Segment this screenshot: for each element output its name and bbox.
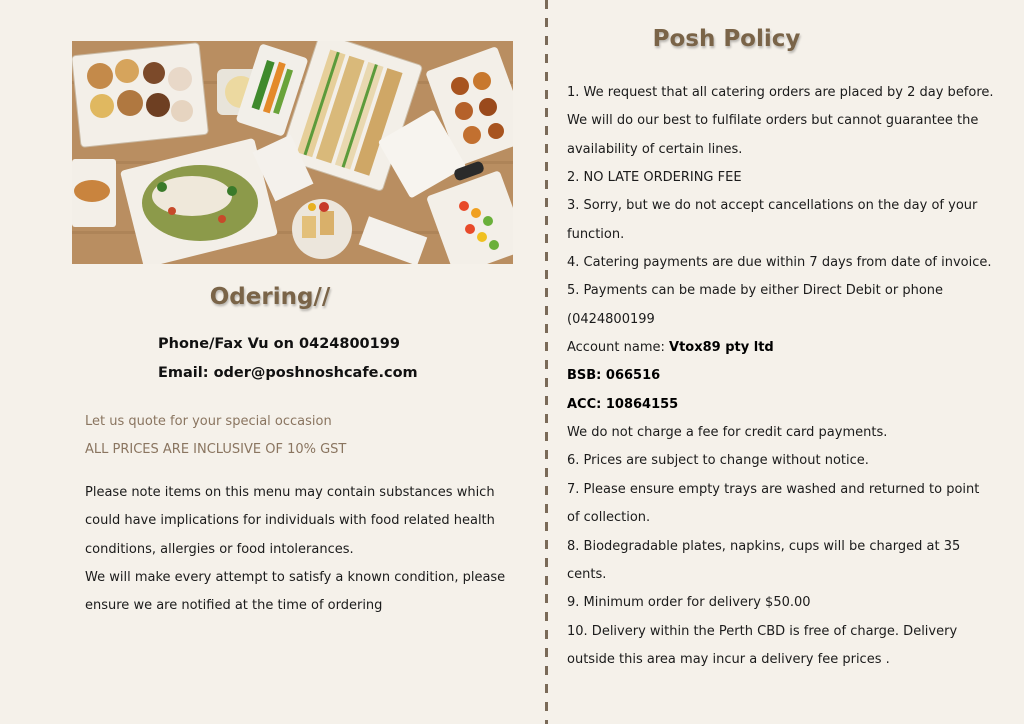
policy-item-10: 10. Delivery within the Perth CBD is free of charge. Delivery outside this area may incur a delivery fee prices . <box>567 623 958 667</box>
account-name-label: Account name: <box>567 340 670 356</box>
allergy-notice-paragraph-2: We will make every attempt to satisfy a known condition, please ensure we are notified at the time of ordering <box>85 569 506 614</box>
account-number <box>567 391 995 419</box>
policy-item-7: 7. Please ensure empty trays are washed and returned to point of collection. <box>567 481 980 526</box>
allergy-notice-paragraph-1: Please note items on this menu may contain substances which could have implications for individuals with food related health conditions, allergies or food intolerances. <box>85 485 495 557</box>
catering-platters-photo <box>72 41 513 264</box>
credit-card-note: We do not charge a fee for credit card payments. <box>567 425 888 441</box>
policy-item-2: 2. NO LATE ORDERING FEE <box>567 170 742 186</box>
policy-heading: Posh Policy <box>652 26 801 52</box>
bsb-number-value: BSB: 066516 <box>567 368 661 384</box>
policy-item-4: 4. Catering payments are due within 7 days from date of invoice. <box>567 255 992 271</box>
bsb-number <box>567 362 995 390</box>
policy-item-9: 9. Minimum order for delivery $50.00 <box>567 595 811 611</box>
policy-item-8: 8. Biodegradable plates, napkins, cups will be charged at 35 cents. <box>567 538 961 582</box>
allergy-notice <box>85 479 525 620</box>
account-number-value: ACC: 10864155 <box>567 396 679 412</box>
account-name <box>567 334 995 362</box>
gst-note: ALL PRICES ARE INCLUSIVE OF 10% GST <box>85 442 347 457</box>
policy-item-5: 5. Payments can be made by either Direct Debit or phone (0424800199 <box>567 283 944 327</box>
contact-email: Email: oder@poshnoshcafe.com <box>158 365 418 381</box>
ordering-heading: Odering// <box>209 284 331 310</box>
account-name-value: Vtox89 pty ltd <box>669 340 774 356</box>
quote-note: Let us quote for your special occasion <box>85 414 332 429</box>
contact-phone: Phone/Fax Vu on 0424800199 <box>158 336 400 352</box>
policy-list <box>567 79 995 674</box>
policy-item-6: 6. Prices are subject to change without notice. <box>567 453 869 469</box>
policy-item-3: 3. Sorry, but we do not accept cancellations on the day of your function. <box>567 198 978 242</box>
policy-item-1: 1. We request that all catering orders are placed by 2 day before. We will do our best to fulfilate orders but cannot guarantee the availability of certain lines. <box>567 85 994 157</box>
dashed-divider <box>545 0 548 724</box>
